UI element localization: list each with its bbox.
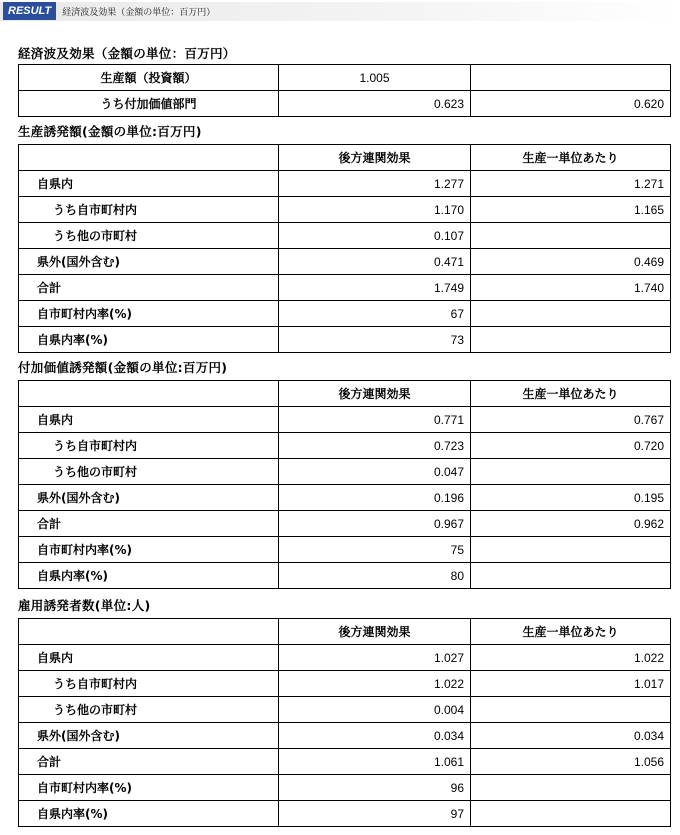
value-cell: 67	[279, 301, 471, 327]
row-label: 県外(国外含む)	[19, 723, 279, 749]
table-header-row	[19, 145, 671, 171]
table-row	[19, 697, 671, 723]
table-header-row	[19, 619, 671, 645]
section-title-economic-effect: 経済波及効果（金額の単位：百万円）	[18, 46, 236, 61]
row-label: うち自市町村内	[19, 671, 279, 697]
column-header: 生産一単位あたり	[471, 619, 671, 645]
value-cell: 1.005	[279, 65, 471, 91]
table-row	[19, 223, 671, 249]
table-row	[19, 775, 671, 801]
row-label: 合計	[19, 275, 279, 301]
value-cell: 0.967	[279, 511, 471, 537]
column-header: 生産一単位あたり	[471, 381, 671, 407]
table-row	[19, 801, 671, 827]
row-label: 自市町村内率(%)	[19, 537, 279, 563]
result-badge: RESULT	[3, 2, 56, 20]
table-row	[19, 275, 671, 301]
row-label: うち他の市町村	[19, 223, 279, 249]
value-cell: 0.767	[471, 407, 671, 433]
value-cell: 97	[279, 801, 471, 827]
table-row	[19, 301, 671, 327]
result-header	[0, 0, 680, 22]
column-header: 後方連関効果	[279, 145, 471, 171]
value-cell	[471, 697, 671, 723]
row-label: 自県内率(%)	[19, 327, 279, 353]
column-header: 後方連関効果	[279, 619, 471, 645]
value-cell	[471, 301, 671, 327]
table-row	[19, 197, 671, 223]
row-label: うち付加価値部門	[19, 91, 279, 117]
header-title: 経済波及効果（金額の単位：百万円）	[62, 7, 216, 18]
value-cell: 1.165	[471, 197, 671, 223]
row-label: 自県内	[19, 171, 279, 197]
value-cell: 0.034	[279, 723, 471, 749]
value-cell	[471, 459, 671, 485]
table-row	[19, 407, 671, 433]
row-label: うち他の市町村	[19, 697, 279, 723]
value-cell: 0.195	[471, 485, 671, 511]
row-label: 自市町村内率(%)	[19, 301, 279, 327]
row-label: 自県内率(%)	[19, 801, 279, 827]
value-cell: 0.004	[279, 697, 471, 723]
economic-effect-table	[18, 64, 671, 117]
value-cell: 1.056	[471, 749, 671, 775]
table-row	[19, 459, 671, 485]
value-cell: 0.771	[279, 407, 471, 433]
table-row	[19, 65, 671, 91]
section-title-employment: 雇用誘発者数(単位:人)	[18, 598, 151, 613]
table-row	[19, 537, 671, 563]
row-label: うち自市町村内	[19, 197, 279, 223]
section-title-value-added: 付加価値誘発額(金額の単位:百万円)	[18, 360, 228, 375]
value-cell: 0.623	[279, 91, 471, 117]
table-header-row	[19, 381, 671, 407]
value-cell: 1.061	[279, 749, 471, 775]
value-cell: 1.022	[471, 645, 671, 671]
value-cell: 1.017	[471, 671, 671, 697]
value-cell: 1.027	[279, 645, 471, 671]
empty-header-cell	[19, 145, 279, 171]
row-label: 自市町村内率(%)	[19, 775, 279, 801]
value-cell: 1.170	[279, 197, 471, 223]
table-row	[19, 327, 671, 353]
value-cell	[471, 327, 671, 353]
table-row	[19, 91, 671, 117]
value-cell: 0.962	[471, 511, 671, 537]
value-cell: 0.720	[471, 433, 671, 459]
table-row	[19, 563, 671, 589]
value-cell	[471, 537, 671, 563]
value-cell: 1.749	[279, 275, 471, 301]
table-row	[19, 249, 671, 275]
section-title-production: 生産誘発額(金額の単位:百万円)	[18, 124, 202, 139]
empty-header-cell	[19, 619, 279, 645]
row-label: 自県内	[19, 645, 279, 671]
value-cell	[471, 563, 671, 589]
value-cell: 0.196	[279, 485, 471, 511]
value-cell: 0.471	[279, 249, 471, 275]
value-cell: 73	[279, 327, 471, 353]
row-label: うち自市町村内	[19, 433, 279, 459]
table-row	[19, 671, 671, 697]
value-cell	[471, 223, 671, 249]
row-label: 合計	[19, 749, 279, 775]
table-row	[19, 171, 671, 197]
value-cell: 0.723	[279, 433, 471, 459]
value-cell: 96	[279, 775, 471, 801]
value-cell: 1.277	[279, 171, 471, 197]
row-label: うち他の市町村	[19, 459, 279, 485]
row-label: 県外(国外含む)	[19, 249, 279, 275]
row-label: 自県内率(%)	[19, 563, 279, 589]
row-label: 県外(国外含む)	[19, 485, 279, 511]
value-cell	[471, 801, 671, 827]
value-cell: 75	[279, 537, 471, 563]
value-cell: 0.107	[279, 223, 471, 249]
employment-induced-table	[18, 618, 671, 827]
value-cell	[471, 775, 671, 801]
value-cell: 1.022	[279, 671, 471, 697]
production-induced-table	[18, 144, 671, 353]
table-row	[19, 645, 671, 671]
value-cell: 0.034	[471, 723, 671, 749]
row-label: 合計	[19, 511, 279, 537]
table-row	[19, 723, 671, 749]
table-row	[19, 749, 671, 775]
table-row	[19, 433, 671, 459]
value-cell: 1.740	[471, 275, 671, 301]
column-header: 後方連関効果	[279, 381, 471, 407]
value-added-induced-table	[18, 380, 671, 589]
row-label: 生産額（投資額）	[19, 65, 279, 91]
value-cell: 0.620	[471, 91, 671, 117]
table-row	[19, 511, 671, 537]
empty-header-cell	[19, 381, 279, 407]
value-cell: 1.271	[471, 171, 671, 197]
value-cell	[471, 65, 671, 91]
value-cell: 0.469	[471, 249, 671, 275]
value-cell: 80	[279, 563, 471, 589]
value-cell: 0.047	[279, 459, 471, 485]
column-header: 生産一単位あたり	[471, 145, 671, 171]
table-row	[19, 485, 671, 511]
row-label: 自県内	[19, 407, 279, 433]
